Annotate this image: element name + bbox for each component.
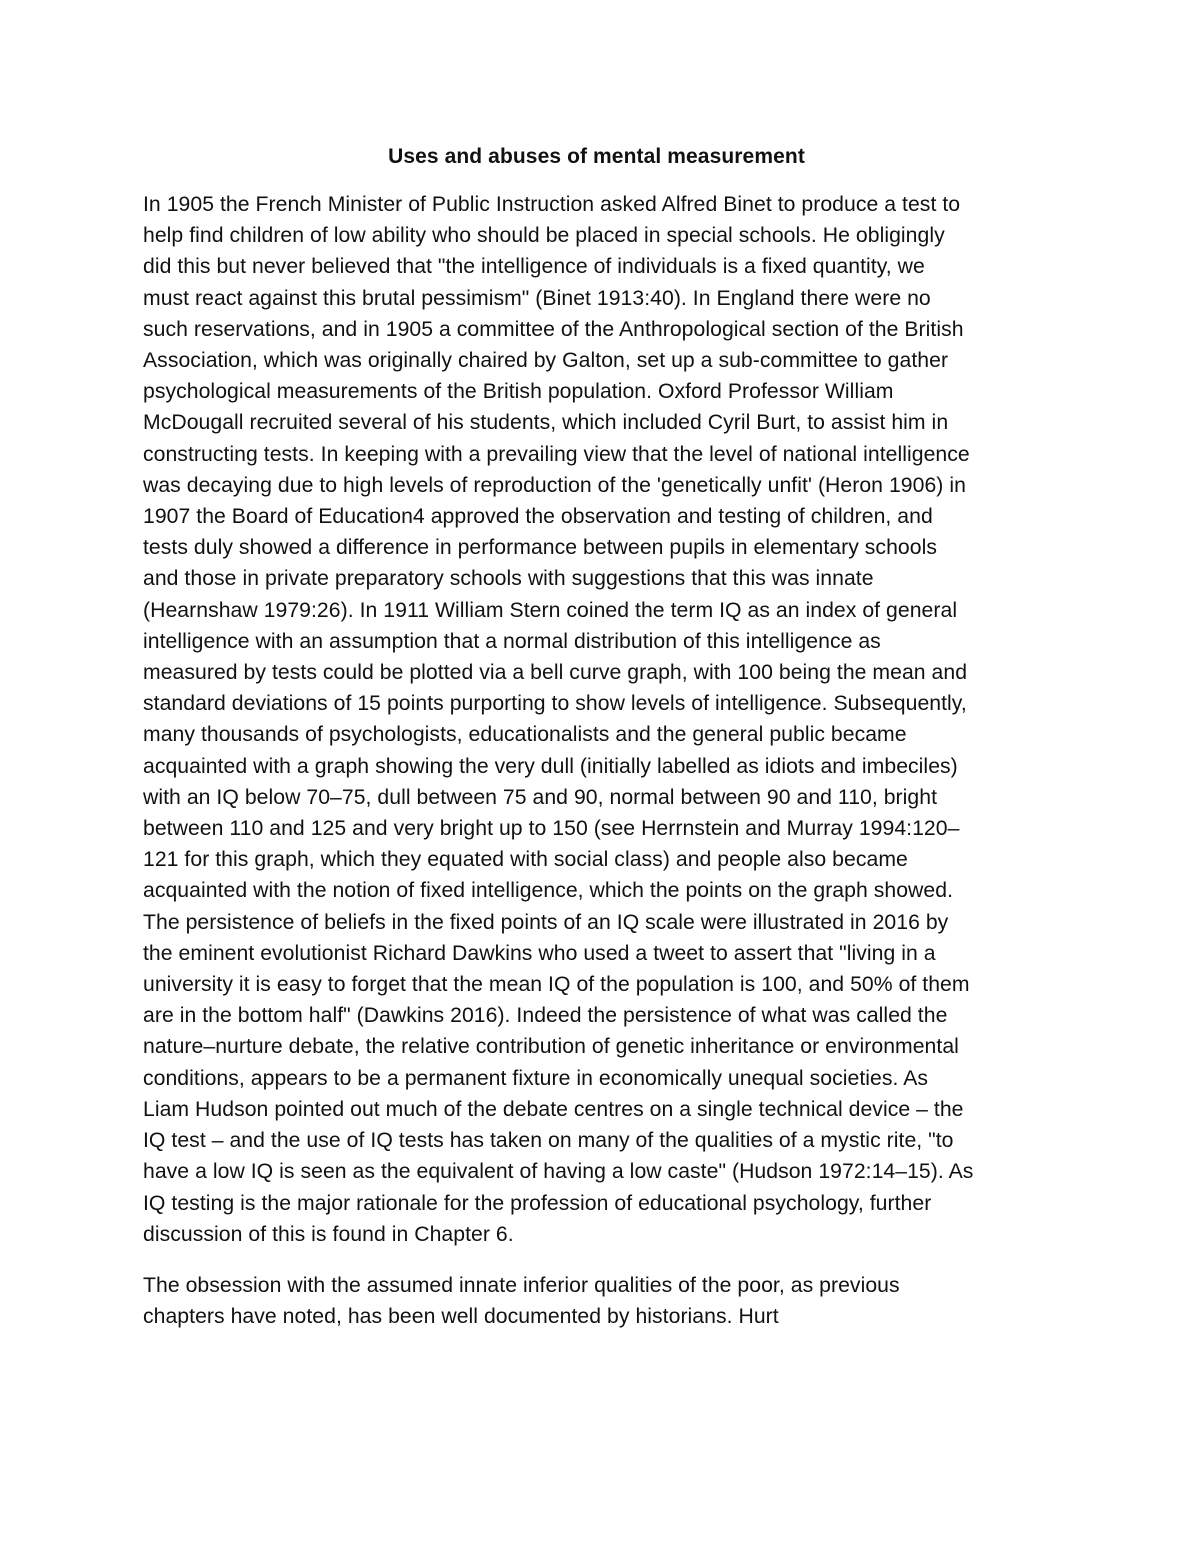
text-line: conditions, appears to be a permanent fixture in economically unequal societies. As bbox=[143, 1066, 929, 1090]
body-paragraph bbox=[143, 189, 1050, 1250]
text-line: Association, which was originally chaired by Galton, set up a sub-committee to gather bbox=[143, 349, 949, 373]
text-line: McDougall recruited several of his students, which included Cyril Burt, to assist him in bbox=[143, 411, 949, 435]
text-line: Liam Hudson pointed out much of the debate centres on a single technical device – the bbox=[143, 1097, 964, 1121]
text-line: standard deviations of 15 points purporting to show levels of intelligence. Subsequently, bbox=[143, 692, 967, 716]
text-line: many thousands of psychologists, educationalists and the general public became bbox=[143, 723, 907, 747]
text-line: and those in private preparatory schools with suggestions that this was innate bbox=[143, 567, 874, 591]
text-line: measured by tests could be plotted via a bell curve graph, with 100 being the mean and bbox=[143, 661, 968, 685]
text-line: help find children of low ability who should be placed in special schools. He obligingly bbox=[143, 224, 945, 248]
text-line: IQ test – and the use of IQ tests has taken on many of the qualities of a mystic rite, "to bbox=[143, 1129, 954, 1153]
document-body bbox=[143, 189, 1050, 1332]
text-line: nature–nurture debate, the relative contribution of genetic inheritance or environmental bbox=[143, 1035, 959, 1059]
text-line: The obsession with the assumed innate inferior qualities of the poor, as previous bbox=[143, 1273, 900, 1297]
text-line: (Hearnshaw 1979:26). In 1911 William Stern coined the term IQ as an index of general bbox=[143, 598, 958, 622]
text-line: 1907 the Board of Education4 approved the observation and testing of children, and bbox=[143, 505, 933, 529]
text-line: have a low IQ is seen as the equivalent of having a low caste" (Hudson 1972:14–15). As bbox=[143, 1160, 974, 1184]
text-line: are in the bottom half" (Dawkins 2016). Indeed the persistence of what was called the bbox=[143, 1004, 948, 1028]
text-line: discussion of this is found in Chapter 6. bbox=[143, 1222, 514, 1246]
text-line: acquainted with the notion of fixed intelligence, which the points on the graph showed. bbox=[143, 879, 954, 903]
text-line: must react against this brutal pessimism" (Binet 1913:40). In England there were no bbox=[143, 286, 931, 310]
text-line: did this but never believed that "the intelligence of individuals is a fixed quantity, we bbox=[143, 255, 925, 279]
text-line: chapters have noted, has been well documented by historians. Hurt bbox=[143, 1305, 779, 1329]
text-line: intelligence with an assumption that a normal distribution of this intelligence as bbox=[143, 629, 881, 653]
text-line: tests duly showed a difference in performance between pupils in elementary schools bbox=[143, 536, 937, 560]
text-line: with an IQ below 70–75, dull between 75 and 90, normal between 90 and 110, bright bbox=[143, 785, 938, 809]
text-line: between 110 and 125 and very bright up to 150 (see Herrnstein and Murray 1994:120– bbox=[143, 817, 960, 841]
page-title: Uses and abuses of mental measurement bbox=[388, 145, 805, 168]
text-line: psychological measurements of the British population. Oxford Professor William bbox=[143, 380, 894, 404]
text-line: IQ testing is the major rationale for the profession of educational psychology, further bbox=[143, 1191, 932, 1215]
text-line: was decaying due to high levels of reproduction of the 'genetically unfit' (Heron 1906) in bbox=[143, 473, 966, 497]
text-line: The persistence of beliefs in the fixed points of an IQ scale were illustrated in 2016 by bbox=[143, 910, 949, 934]
body-paragraph bbox=[143, 1270, 1050, 1332]
text-line: the eminent evolutionist Richard Dawkins who used a tweet to assert that "living in a bbox=[143, 941, 936, 965]
text-line: university it is easy to forget that the mean IQ of the population is 100, and 50% of them bbox=[143, 973, 970, 997]
text-line: 121 for this graph, which they equated with social class) and people also became bbox=[143, 848, 908, 872]
text-line: constructing tests. In keeping with a prevailing view that the level of national intelligence bbox=[143, 442, 970, 466]
text-line: In 1905 the French Minister of Public Instruction asked Alfred Binet to produce a test to bbox=[143, 193, 961, 216]
text-line: acquainted with a graph showing the very dull (initially labelled as idiots and imbeciles) bbox=[143, 754, 958, 778]
text-line: such reservations, and in 1905 a committee of the Anthropological section of the British bbox=[143, 317, 964, 341]
